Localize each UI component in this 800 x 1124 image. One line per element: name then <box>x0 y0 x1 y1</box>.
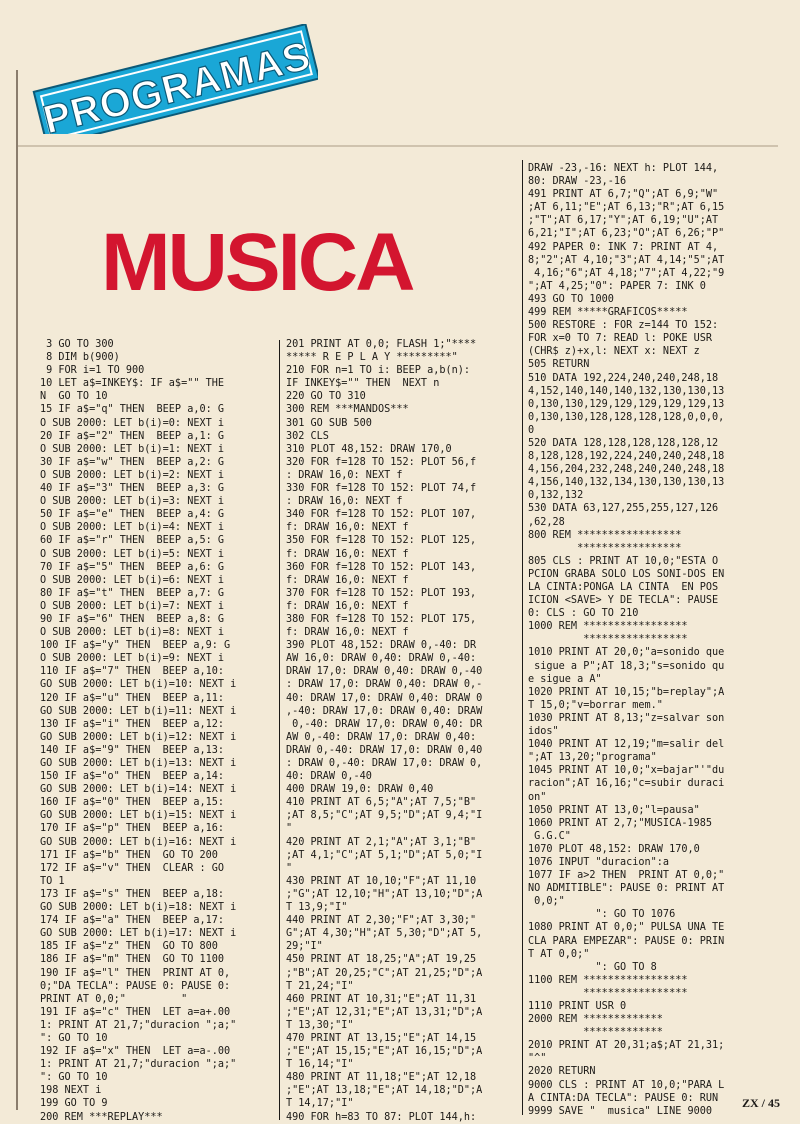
listing-line: 160 IF a$="0" THEN BEEP a,15: <box>40 797 225 809</box>
listing-line: 1110 PRINT USR 0 <box>528 1001 627 1012</box>
listing-line: 0,-40: DRAW 17,0: DRAW 0,40: DR <box>286 718 483 730</box>
listing-line: "^" <box>528 1053 547 1065</box>
listing-line: T 16,14;"I" <box>286 1059 354 1071</box>
listing-line: ": GO TO 8 <box>528 961 657 973</box>
listing-line: 1045 PRINT AT 10,0;"x=bajar"'"du <box>528 765 725 777</box>
section-banner <box>28 24 318 134</box>
listing-line: f: DRAW 16,0: NEXT f <box>286 627 409 639</box>
listing-line: ": GO TO 10 <box>40 1032 108 1044</box>
listing-line: e sigue a A" <box>528 673 602 685</box>
listing-line: IF INKEY$="" THEN NEXT n <box>286 378 440 390</box>
listing-line: 460 PRINT AT 10,31;"E";AT 11,31 <box>286 993 477 1005</box>
listing-line: ;"G";AT 12,10;"H";AT 13,10;"D";A <box>286 888 483 900</box>
listing-line: ;"E";AT 15,15;"E";AT 16,15;"D";A <box>286 1046 483 1058</box>
listing-line: FOR x=0 TO 7: READ l: POKE USR <box>528 333 713 345</box>
listing-line: 186 IF a$="m" THEN GO TO 1100 <box>40 954 225 966</box>
listing-line: AW 0,-40: DRAW 17,0: DRAW 0,40: <box>286 731 477 743</box>
listing-line: 1077 IF a>2 THEN PRINT AT 0,0;" <box>528 870 725 882</box>
listing-line: 340 FOR f=128 TO 152: PLOT 107, <box>286 509 477 521</box>
listing-line: T 21,24;"I" <box>286 980 354 992</box>
listing-line: 15 IF a$="q" THEN BEEP a,0: G <box>40 404 225 416</box>
listing-line: idos" <box>528 726 559 738</box>
listing-line: 1080 PRINT AT 0,0;" PULSA UNA TE <box>528 922 725 934</box>
listing-line: PCION GRABA SOLO LOS SONI-DOS EN <box>528 568 725 580</box>
listing-line: 8;"2";AT 4,10;"3";AT 4,14;"5";AT <box>528 254 725 266</box>
listing-line: 10 LET a$=INKEY$: IF a$="" THE <box>40 378 225 390</box>
listing-line: 0: CLS : GO TO 210 <box>528 608 639 620</box>
listing-line: ": GO TO 10 <box>40 1072 108 1084</box>
listing-line: 0;"DA TECLA": PAUSE 0: PAUSE 0: <box>40 980 231 992</box>
listing-line: CLA PARA EMPEZAR": PAUSE 0: PRIN <box>528 935 725 947</box>
listing-line: 1060 PRINT AT 2,7;"MUSICA-1985 <box>528 817 713 829</box>
listing-line: 410 PRINT AT 6,5;"A";AT 7,5;"B" <box>286 797 477 809</box>
listing-line: A CINTA:DA TECLA": PAUSE 0: RUN <box>528 1092 719 1104</box>
listing-line: ;"T";AT 6,17;"Y";AT 6,19;"U";AT <box>528 215 719 227</box>
listing-line: 430 PRINT AT 10,10;"F";AT 11,10 <box>286 875 477 887</box>
listing-line: TO 1 <box>40 875 65 887</box>
listing-line: 110 IF a$="7" THEN BEEP a,10: <box>40 666 225 678</box>
listing-line: 1076 INPUT "duracion":a <box>528 856 670 868</box>
listing-line: 4,16;"6";AT 4,18;"7";AT 4,22;"9 <box>528 267 725 279</box>
listing-line: 150 IF a$="o" THEN BEEP a,14: <box>40 771 225 783</box>
listing-line: 8,128,128,192,224,240,240,248,18 <box>528 451 725 463</box>
listing-line: DRAW 17,0: DRAW 0,40: DRAW 0,-40 <box>286 666 483 678</box>
listing-line: 90 IF a$="6" THEN BEEP a,8: G <box>40 613 225 625</box>
listing-line: 190 IF a$="l" THEN PRINT AT 0, <box>40 967 231 979</box>
listing-line: 805 CLS : PRINT AT 10,0;"ESTA O <box>528 555 719 567</box>
listing-line: O SUB 2000: LET b(i)=9: NEXT i <box>40 653 225 665</box>
listing-line: 191 IF a$="c" THEN LET a=a+.00 <box>40 1006 231 1018</box>
listing-line: 6,21;"I";AT 6,23;"O";AT 6,26;"P" <box>528 228 725 240</box>
listing-line: 300 REM ***MANDOS*** <box>286 404 409 416</box>
listing-line: 1000 REM ***************** <box>528 621 688 633</box>
listing-line: 9999 SAVE " musica" LINE 9000 <box>528 1105 713 1117</box>
listing-line: 80: DRAW -23,-16 <box>528 176 627 188</box>
listing-line: T 14,17;"I" <box>286 1098 354 1110</box>
listing-line: 0,130,130,129,129,129,129,129,13 <box>528 398 725 410</box>
listing-line: DRAW 0,-40: DRAW 17,0: DRAW 0,40 <box>286 744 483 756</box>
listing-line: ,-40: DRAW 17,0: DRAW 0,40: DRAW <box>286 705 483 717</box>
listing-line: GO SUB 2000: LET b(i)=13: NEXT i <box>40 758 237 769</box>
listing-line: 491 PRINT AT 6,7;"Q";AT 6,9;"W" <box>528 189 719 201</box>
listing-line: ": GO TO 1076 <box>528 909 676 921</box>
listing-line: 80 IF a$="t" THEN BEEP a,7: G <box>40 587 225 599</box>
listing-line: O SUB 2000: LET b(i)=7: NEXT i <box>40 600 225 612</box>
listing-line: GO SUB 2000: LET b(i)=15: NEXT i <box>40 810 237 822</box>
listing-line: ;AT 8,5;"C";AT 9,5;"D";AT 9,4;"I <box>286 810 483 822</box>
listing-line: T AT 0,0;" <box>528 948 590 960</box>
listing-line: G";AT 4,30;"H";AT 5,30;"D";AT 5, <box>286 928 483 940</box>
listing-line: ;"E";AT 12,31;"E";AT 13,31;"D";A <box>286 1006 483 1018</box>
listing-line: 492 PAPER 0: INK 7: PRINT AT 4, <box>528 241 719 253</box>
listing-line: 490 FOR h=83 TO 87: PLOT 144,h: <box>286 1111 477 1123</box>
listing-line: O SUB 2000: LET b(i)=8: NEXT i <box>40 627 225 639</box>
listing-line: O SUB 2000: LET b(i)=1: NEXT i <box>40 443 225 455</box>
listing-line: 0 <box>528 424 535 436</box>
listing-line: 201 PRINT AT 0,0; FLASH 1;"**** <box>286 339 477 350</box>
listing-line: " <box>286 823 293 835</box>
listing-line: 500 RESTORE : FOR z=144 TO 152: <box>528 320 719 332</box>
listing-line: 210 FOR n=1 TO i: BEEP a,b(n): <box>286 365 471 377</box>
listing-line: 199 GO TO 9 <box>40 1098 108 1110</box>
listing-line: 480 PRINT AT 11,18;"E";AT 12,18 <box>286 1072 477 1084</box>
listing-line: 1030 PRINT AT 8,13;"z=salvar son <box>528 712 725 724</box>
listing-line: O SUB 2000: LET b(i)=3: NEXT i <box>40 496 225 508</box>
listing-line: 50 IF a$="e" THEN BEEP a,4: G <box>40 509 225 521</box>
listing-line: f: DRAW 16,0: NEXT f <box>286 548 409 560</box>
listing-line: O SUB 2000: LET b(i)=4: NEXT i <box>40 522 225 534</box>
listing-line: LA CINTA:PONGA LA CINTA EN POS <box>528 582 719 593</box>
listing-line: 70 IF a$="5" THEN BEEP a,6: G <box>40 561 225 573</box>
listing-line: ;"B";AT 20,25;"C";AT 21,25;"D";A <box>286 967 483 979</box>
listing-line: 4,156,204,232,248,240,240,248,18 <box>528 464 725 476</box>
listing-line: 4,156,140,132,134,130,130,130,13 <box>528 477 725 489</box>
left-margin-rule <box>16 70 18 1110</box>
listing-line: 1020 PRINT AT 10,15;"b=replay";A <box>528 686 725 698</box>
listing-line: 450 PRINT AT 18,25;"A";AT 19,25 <box>286 954 477 966</box>
listing-line: 9 FOR i=1 TO 900 <box>40 365 145 377</box>
listing-column-3 <box>528 162 790 1118</box>
listing-line: 170 IF a$="p" THEN BEEP a,16: <box>40 823 225 835</box>
listing-line: 172 IF a$="v" THEN CLEAR : GO <box>40 862 225 874</box>
listing-line: " <box>286 862 293 874</box>
listing-line: ;AT 6,11;"E";AT 6,13;"R";AT 6,15 <box>528 202 725 214</box>
listing-line: ICION <SAVE> Y DE TECLA": PAUSE <box>528 595 719 607</box>
listing-line: ";AT 13,20;"programa" <box>528 752 657 764</box>
listing-line: 400 DRAW 19,0: DRAW 0,40 <box>286 784 434 796</box>
listing-line: ***************** <box>528 634 688 646</box>
listing-line: 174 IF a$="a" THEN BEEP a,17: <box>40 915 225 927</box>
listing-line: 1040 PRINT AT 12,19;"m=salir del <box>528 739 725 751</box>
listing-line: ***************** <box>528 987 688 999</box>
listing-line: AW 16,0: DRAW 0,40: DRAW 0,-40: <box>286 653 477 665</box>
listing-line: : DRAW 16,0: NEXT f <box>286 496 403 508</box>
listing-line: 185 IF a$="z" THEN GO TO 800 <box>40 941 218 953</box>
listing-line: T 15,0;"v=borrar mem." <box>528 699 663 711</box>
listing-line: 1: PRINT AT 21,7;"duracion ";a;" <box>40 1059 237 1071</box>
listing-line: DRAW -23,-16: NEXT h: PLOT 144, <box>528 163 719 174</box>
listing-line: 40: DRAW 0,-40 <box>286 771 372 783</box>
listing-line: 420 PRINT AT 2,1;"A";AT 3,1;"B" <box>286 836 477 848</box>
listing-line: 493 GO TO 1000 <box>528 293 614 305</box>
listing-line: 1050 PRINT AT 13,0;"l=pausa" <box>528 804 700 816</box>
listing-line: 9000 CLS : PRINT AT 10,0;"PARA L <box>528 1079 725 1091</box>
listing-line: 173 IF a$="s" THEN BEEP a,18: <box>40 888 225 900</box>
listing-line: 302 CLS <box>286 430 329 442</box>
listing-line: 40 IF a$="3" THEN BEEP a,3: G <box>40 483 225 495</box>
listing-line: ;AT 4,1;"C";AT 5,1;"D";AT 5,0;"I <box>286 849 483 861</box>
listing-line: 120 IF a$="u" THEN BEEP a,11: <box>40 692 225 704</box>
listing-line: (CHR$ z)+x,l: NEXT x: NEXT z <box>528 346 700 358</box>
listing-line: 2000 REM ************* <box>528 1014 663 1026</box>
listing-line: GO SUB 2000: LET b(i)=12: NEXT i <box>40 731 237 743</box>
listing-line: ,62,28 <box>528 516 565 528</box>
listing-line: 370 FOR f=128 TO 152: PLOT 193, <box>286 587 477 599</box>
listing-line: 4,152,140,140,140,132,130,130,13 <box>528 385 725 397</box>
listing-line: 390 PLOT 48,152: DRAW 0,-40: DR <box>286 640 477 652</box>
listing-line: O SUB 2000: LET b(i)=6: NEXT i <box>40 574 225 586</box>
listing-line: 2010 PRINT AT 20,31;a$;AT 21,31; <box>528 1040 725 1052</box>
listing-line: 3 GO TO 300 <box>40 339 114 350</box>
listing-line: 380 FOR f=128 TO 152: PLOT 175, <box>286 613 477 625</box>
listing-line: T 13,30;"I" <box>286 1019 354 1031</box>
listing-line: ************* <box>528 1027 663 1039</box>
listing-line: 800 REM ***************** <box>528 529 682 541</box>
listing-line: 0,132,132 <box>528 490 584 502</box>
column-divider-1 <box>279 340 280 1120</box>
listing-line: : DRAW 16,0: NEXT f <box>286 469 403 481</box>
listing-line: O SUB 2000: LET b(i)=0: NEXT i <box>40 417 225 429</box>
listing-line: 200 REM ***REPLAY*** <box>40 1111 163 1123</box>
listing-line: T 13,9;"I" <box>286 902 348 914</box>
listing-line: GO SUB 2000: LET b(i)=10: NEXT i <box>40 679 237 691</box>
listing-line: 171 IF a$="b" THEN GO TO 200 <box>40 849 218 861</box>
listing-line: ***************** <box>528 542 682 554</box>
listing-line: N GO TO 10 <box>40 391 108 403</box>
header-rule <box>18 145 778 147</box>
listing-line: 301 GO SUB 500 <box>286 417 372 429</box>
listing-line: f: DRAW 16,0: NEXT f <box>286 574 409 586</box>
listing-line: 1070 PLOT 48,152: DRAW 170,0 <box>528 843 700 855</box>
listing-line: PRINT AT 0,0;" " <box>40 993 188 1005</box>
listing-line: GO SUB 2000: LET b(i)=17: NEXT i <box>40 928 237 940</box>
listing-line: 220 GO TO 310 <box>286 391 366 403</box>
listing-line: 0,130,130,128,128,128,128,0,0,0, <box>528 411 725 423</box>
listing-line: f: DRAW 16,0: NEXT f <box>286 522 409 534</box>
listing-line: f: DRAW 16,0: NEXT f <box>286 600 409 612</box>
listing-line: 530 DATA 63,127,255,255,127,126 <box>528 503 719 515</box>
listing-line: : DRAW 17,0: DRAW 0,40: DRAW 0,- <box>286 679 483 691</box>
listing-line: 29;"I" <box>286 941 323 953</box>
listing-line: 1100 REM ***************** <box>528 974 688 986</box>
listing-line: 0,0;" <box>528 896 565 908</box>
article-title: MUSICA <box>100 217 413 308</box>
listing-column-1 <box>40 338 272 1124</box>
listing-line: racion";AT 16,16;"c=subir duraci <box>528 778 725 790</box>
section-label: PROGRAMAS <box>39 33 316 134</box>
listing-line: 520 DATA 128,128,128,128,128,12 <box>528 437 719 449</box>
listing-line: 30 IF a$="w" THEN BEEP a,2: G <box>40 456 225 468</box>
listing-line: GO SUB 2000: LET b(i)=11: NEXT i <box>40 705 237 717</box>
listing-line: GO SUB 2000: LET b(i)=14: NEXT i <box>40 784 237 796</box>
listing-line: 330 FOR f=128 TO 152: PLOT 74,f <box>286 483 477 495</box>
listing-line: O SUB 2000: LET b(i)=5: NEXT i <box>40 548 225 560</box>
listing-line: 40: DRAW 17,0: DRAW 0,40: DRAW 0 <box>286 692 483 704</box>
listing-line: 2020 RETURN <box>528 1066 596 1078</box>
page-number: ZX / 45 <box>741 1096 780 1110</box>
listing-line: 499 REM *****GRAFICOS***** <box>528 307 688 319</box>
listing-line: sigue a P";AT 18,3;"s=sonido qu <box>528 660 725 672</box>
listing-line: 8 DIM b(900) <box>40 352 120 364</box>
listing-line: 130 IF a$="i" THEN BEEP a,12: <box>40 718 225 730</box>
listing-line: 140 IF a$="9" THEN BEEP a,13: <box>40 744 225 756</box>
listing-line: 60 IF a$="r" THEN BEEP a,5: G <box>40 535 225 547</box>
listing-line: 198 NEXT i <box>40 1085 102 1097</box>
listing-line: : DRAW 0,-40: DRAW 17,0: DRAW 0, <box>286 758 483 769</box>
listing-line: GO SUB 2000: LET b(i)=18: NEXT i <box>40 902 237 914</box>
listing-line: 1010 PRINT AT 20,0;"a=sonido que <box>528 647 725 659</box>
listing-line: 310 PLOT 48,152: DRAW 170,0 <box>286 443 452 455</box>
listing-line: ;"E";AT 13,18;"E";AT 14,18;"D";A <box>286 1085 483 1097</box>
listing-line: on" <box>528 791 547 803</box>
column-divider-2 <box>522 160 523 1115</box>
listing-line: 510 DATA 192,224,240,240,248,18 <box>528 372 719 384</box>
listing-line: 192 IF a$="x" THEN LET a=a-.00 <box>40 1046 231 1058</box>
listing-line: 360 FOR f=128 TO 152: PLOT 143, <box>286 561 477 573</box>
listing-line: 100 IF a$="y" THEN BEEP a,9: G <box>40 640 231 652</box>
listing-line: ";AT 4,25;"0": PAPER 7: INK 0 <box>528 280 706 292</box>
listing-line: NO ADMITIBLE": PAUSE 0: PRINT AT <box>528 883 725 895</box>
programas-logo <box>28 24 318 134</box>
listing-line: O SUB 2000: LET b(i)=2: NEXT i <box>40 469 225 481</box>
listing-line: 440 PRINT AT 2,30;"F";AT 3,30;" <box>286 915 477 927</box>
listing-line: GO SUB 2000: LET b(i)=16: NEXT i <box>40 836 237 848</box>
listing-line: ***** R E P L A Y *********" <box>286 352 458 364</box>
listing-column-2 <box>286 338 518 1124</box>
listing-line: 505 RETURN <box>528 359 590 371</box>
listing-line: 1: PRINT AT 21,7;"duracion ";a;" <box>40 1019 237 1031</box>
listing-line: 350 FOR f=128 TO 152: PLOT 125, <box>286 535 477 547</box>
listing-line: 320 FOR f=128 TO 152: PLOT 56,f <box>286 456 477 468</box>
listing-line: G.G.C" <box>528 830 571 842</box>
listing-line: 470 PRINT AT 13,15;"E";AT 14,15 <box>286 1032 477 1044</box>
listing-line: 20 IF a$="2" THEN BEEP a,1: G <box>40 430 225 442</box>
